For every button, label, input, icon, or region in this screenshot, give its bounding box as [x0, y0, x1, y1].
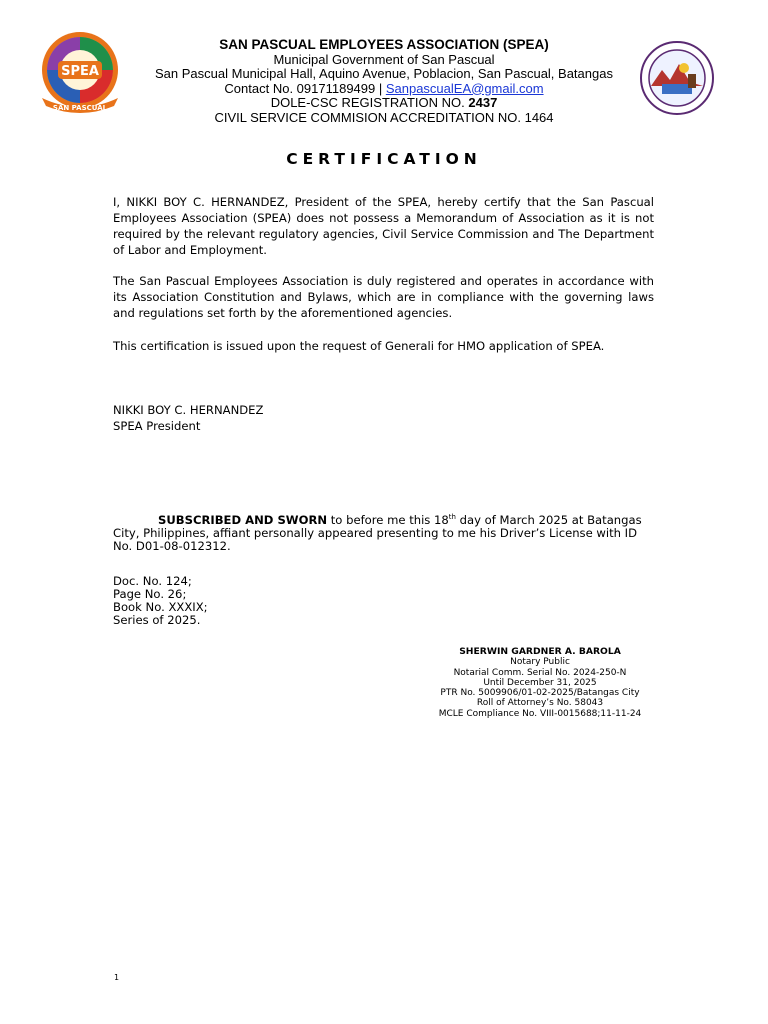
paragraph-3: This certification is issued upon the request of Generali for HMO application of SPEA. — [113, 339, 605, 353]
book-number: Book No. XXXIX; — [113, 600, 208, 614]
spea-banner-text: SAN PASCUAL — [52, 104, 108, 112]
municipal-seal — [632, 40, 722, 116]
email-link[interactable]: SanpascualEA@gmail.com — [385, 80, 544, 96]
notary-ptr: PTR No. 5009906/01-02-2025/Batangas City — [440, 688, 640, 699]
notary-commission: Notarial Comm. Serial No. 2024-250-N — [453, 667, 627, 678]
notary-title: Notary Public — [510, 657, 570, 668]
notary-name: SHERWIN GARDNER A. BAROLA — [459, 646, 621, 657]
jurat-lead: SUBSCRIBED AND SWORN — [158, 512, 328, 527]
doc-number: Doc. No. 124; — [113, 574, 192, 588]
spea-badge-text: SPEA — [61, 64, 99, 79]
notary-roll: Roll of Attorney’s No. 58043 — [476, 698, 604, 709]
municipality-line: Municipal Government of San Pascual — [273, 51, 495, 67]
spea-logo — [32, 28, 128, 116]
notary-mcle: MCLE Compliance No. VIII-0015688;11-11-24 — [438, 708, 642, 719]
dole-label: DOLE-CSC REGISTRATION NO. — [270, 95, 469, 110]
page-number: 1 — [114, 973, 120, 982]
notary-block — [400, 647, 680, 719]
signatory-position: SPEA President — [113, 419, 201, 433]
jurat-paragraph — [113, 511, 654, 553]
jurat-ordinal: th — [448, 513, 456, 521]
dole-registration — [132, 96, 636, 111]
jurat-text-a: to before me this 18 — [327, 512, 449, 527]
address-line: San Pascual Municipal Hall, Aquino Avenue, Poblacion, San Pascual, Batangas — [155, 66, 613, 81]
notary-until: Until December 31, 2025 — [483, 677, 597, 688]
letterhead — [132, 38, 636, 125]
notarial-register-info — [113, 575, 208, 627]
paragraph-1: I, NIKKI BOY C. HERNANDEZ, President of the SPEA, hereby certify that the San Pascual Employees Association (SPEA) does not possess a Memorandum of Association as it is not required by the relevant regulatory agencies, Civil Service Commission and The Department of Labor and Employment. — [113, 195, 654, 257]
dole-number: 2437 — [468, 95, 498, 110]
signatory-name: NIKKI BOY C. HERNANDEZ — [113, 403, 264, 417]
signatory-block — [113, 402, 263, 434]
contact-number: Contact No. 09171189499 | — [224, 80, 386, 96]
series-year: Series of 2025. — [113, 613, 201, 627]
jurat-text-b: day of March 2025 at Batangas City, Philippines, affiant personally appeared presenting to me his Driver’s License with ID No. D01-08-012312. — [113, 512, 642, 553]
csc-accreditation: CIVIL SERVICE COMMISION ACCREDITATION NO. 1464 — [214, 109, 554, 125]
contact-line — [132, 82, 636, 97]
organization-name: SAN PASCUAL EMPLOYEES ASSOCIATION (SPEA) — [219, 37, 549, 52]
page-number-entry: Page No. 26; — [113, 587, 187, 601]
certification-title: CERTIFICATION — [286, 150, 482, 168]
paragraph-2: The San Pascual Employees Association is duly registered and operates in accordance with its Association Constitution and Bylaws, which are in compliance with the governing laws and regulations set forth by the aforementioned agencies. — [113, 274, 654, 320]
